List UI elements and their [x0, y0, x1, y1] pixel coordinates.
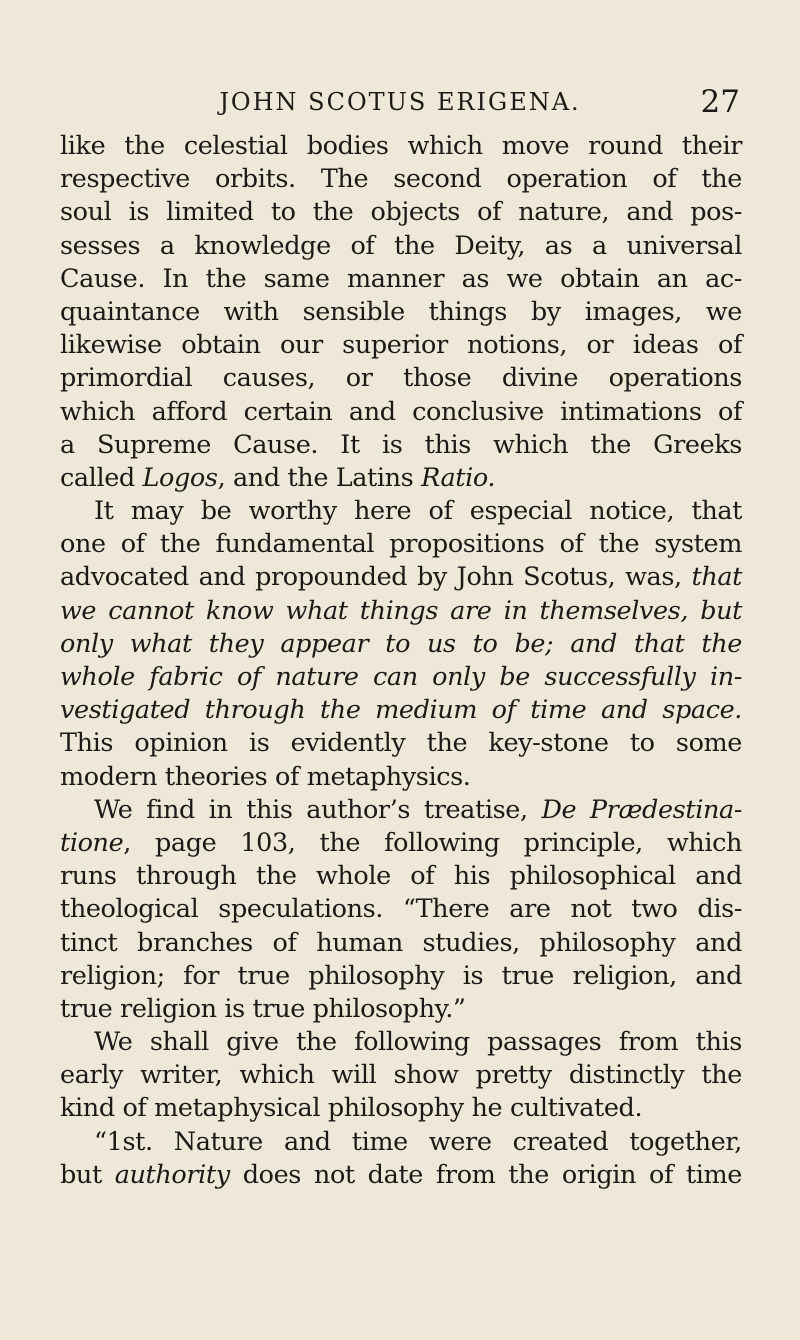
text-segment: primordial causes, or those divine operations — [60, 363, 742, 394]
text-segment: modern theories of metaphysics. — [60, 761, 471, 792]
text-line — [60, 893, 742, 926]
italic-text: whole fabric of nature can only be successfully in- — [60, 662, 742, 692]
italic-text: Logos — [142, 462, 218, 493]
text-line — [60, 196, 742, 229]
text-segment: does not date from the origin of time — [229, 1159, 743, 1190]
text-segment: but — [60, 1159, 115, 1190]
text-segment: quaintance with sensible things by images, we — [60, 296, 742, 327]
text-line — [60, 263, 742, 296]
text-line — [60, 462, 742, 495]
text-line — [60, 495, 742, 528]
text-segment: like the celestial bodies which move round their — [60, 131, 742, 161]
text-segment: , page 103, the following principle, which — [123, 827, 742, 858]
italic-text: we cannot know what things are in themselves, but — [60, 595, 742, 626]
text-segment: advocated and propounded by John Scotus, was, — [60, 562, 692, 593]
text-segment: religion; for true philosophy is true religion, and — [60, 960, 742, 991]
italic-text: vestigated through the medium of time and space. — [60, 695, 742, 726]
italic-text: that — [691, 562, 742, 593]
text-segment: “1st. Nature and time were created together, — [94, 1126, 742, 1157]
text-line — [60, 561, 742, 594]
italic-text: only what they appear to us to be; and that the — [60, 628, 742, 659]
text-segment: tinct branches of human studies, philosophy and — [60, 927, 742, 958]
italic-text: De Prædestina- — [541, 794, 742, 825]
text-segment: theological speculations. “There are not two dis- — [60, 894, 742, 925]
text-line — [60, 396, 742, 429]
text-segment: kind of metaphysical philosophy he cultivated. — [60, 1093, 643, 1124]
text-line — [60, 429, 742, 462]
text-line — [60, 1126, 742, 1159]
text-segment: sesses a knowledge of the Deity, as a universal — [60, 230, 742, 261]
text-segment: respective orbits. The second operation of the — [60, 164, 742, 195]
italic-text: Ratio. — [421, 462, 496, 493]
text-line — [60, 230, 742, 263]
text-segment: early writer, which will show pretty distinctly the — [60, 1060, 742, 1091]
text-line — [60, 927, 742, 960]
text-line — [60, 761, 742, 794]
text-segment: which afford certain and conclusive intimations of — [60, 396, 742, 427]
text-segment: We find in this author’s treatise, — [94, 794, 542, 825]
text-line — [60, 860, 742, 893]
text-line — [60, 528, 742, 561]
italic-text: tione — [60, 827, 124, 858]
text-line — [60, 794, 742, 827]
text-segment: true religion is true philosophy.” — [60, 993, 466, 1024]
text-line — [60, 1026, 742, 1059]
text-segment: soul is limited to the objects of nature, and pos- — [60, 197, 742, 228]
running-title: JOHN SCOTUS ERIGENA. — [219, 88, 581, 116]
text-segment: one of the fundamental propositions of the system — [60, 529, 742, 560]
text-line — [60, 960, 742, 993]
body-text — [60, 130, 742, 1192]
text-segment: It may be worthy here of especial notice, that — [94, 496, 742, 527]
text-line — [60, 1059, 742, 1092]
text-segment: called — [60, 462, 143, 493]
text-segment: , and the Latins — [217, 462, 422, 493]
text-line — [60, 296, 742, 329]
text-line — [60, 661, 742, 694]
text-line — [60, 362, 742, 395]
italic-text: authority — [114, 1159, 230, 1190]
text-line — [60, 329, 742, 362]
text-line — [60, 727, 742, 760]
text-segment: likewise obtain our superior notions, or ideas of — [60, 330, 742, 361]
text-line — [60, 1092, 742, 1125]
text-line — [60, 1159, 742, 1192]
text-line — [60, 827, 742, 860]
page-number: 27 — [700, 84, 740, 120]
text-segment: a Supreme Cause. It is this which the Greeks — [60, 429, 742, 460]
text-segment: We shall give the following passages from this — [94, 1027, 742, 1058]
text-segment: runs through the whole of his philosophical and — [60, 861, 742, 892]
text-line — [60, 130, 742, 163]
text-line — [60, 628, 742, 661]
running-head — [60, 86, 740, 118]
text-line — [60, 993, 742, 1026]
text-line — [60, 595, 742, 628]
text-segment: Cause. In the same manner as we obtain an ac- — [60, 263, 742, 294]
text-line — [60, 694, 742, 727]
text-line — [60, 163, 742, 196]
text-segment: This opinion is evidently the key-stone to some — [60, 728, 742, 759]
